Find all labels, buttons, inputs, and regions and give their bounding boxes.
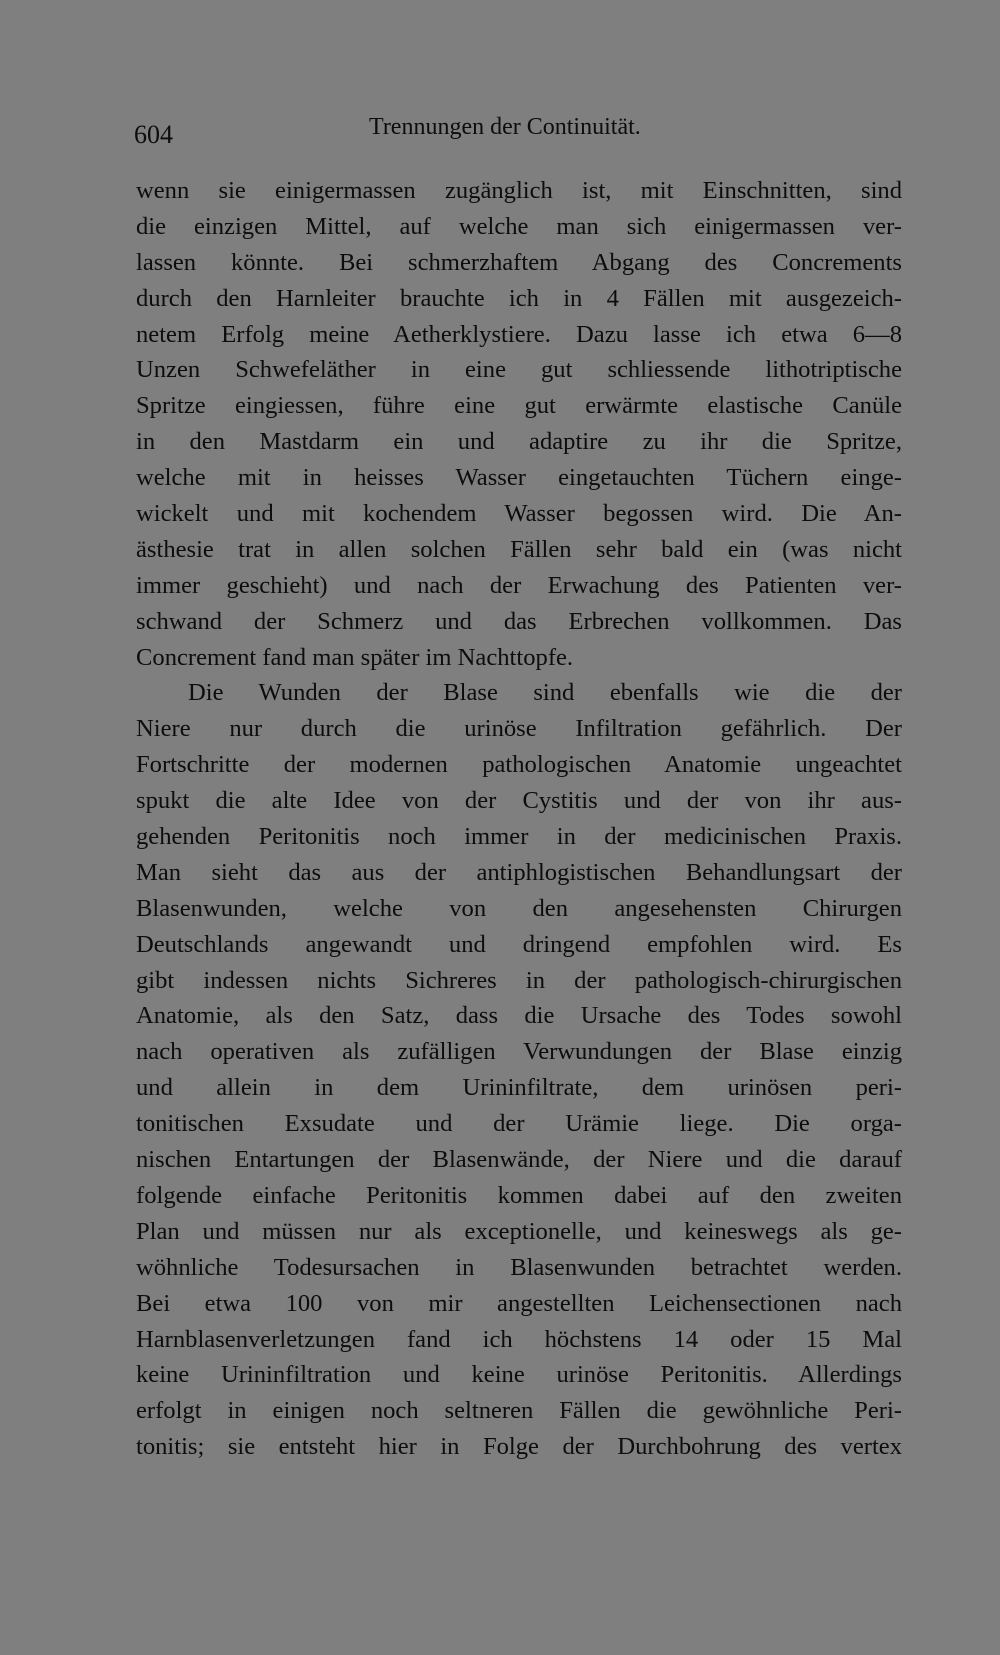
text-line: wöhnliche Todesursachen in Blasenwunden betrachtet werden. <box>136 1253 902 1281</box>
text-line: folgende einfache Peritonitis kommen dabei auf den zweiten <box>136 1181 902 1209</box>
text-line: gehenden Peritonitis noch immer in der medicinischen Praxis. <box>136 823 902 851</box>
text-line: Die Wunden der Blase sind ebenfalls wie die der <box>188 679 902 707</box>
text-line: immer geschieht) und nach der Erwachung des Patienten ver- <box>136 571 902 599</box>
text-line: Deutschlands angewandt und dringend empfohlen wird. Es <box>136 930 902 958</box>
body-text <box>136 173 902 1465</box>
text-line: gibt indessen nichts Sichreres in der pathologisch-chirurgischen <box>136 966 902 994</box>
text-line: und allein in dem Urininfiltrate, dem urinösen peri- <box>136 1074 902 1102</box>
text-line: die einzigen Mittel, auf welche man sich einigermassen ver- <box>136 212 902 240</box>
text-line: wenn sie einigermassen zugänglich ist, mit Einschnitten, sind <box>136 177 902 204</box>
text-line: tonitischen Exsudate und der Urämie liege. Die orga- <box>136 1110 902 1138</box>
page-number: 604 <box>134 120 173 149</box>
text-line: keine Urininfiltration und keine urinöse Peritonitis. Allerdings <box>136 1361 902 1389</box>
text-line: durch den Harnleiter brauchte ich in 4 Fällen mit ausgezeich- <box>136 284 902 312</box>
text-line: tonitis; sie entsteht hier in Folge der Durchbohrung des vertex <box>136 1433 902 1461</box>
text-line: Man sieht das aus der antiphlogistischen Behandlungsart der <box>136 858 902 886</box>
text-line: erfolgt in einigen noch seltneren Fällen die gewöhnliche Peri- <box>136 1397 902 1425</box>
text-line: Concrement fand man später im Nachttopfe. <box>136 643 574 671</box>
text-line: ästhesie trat in allen solchen Fällen sehr bald ein (was nicht <box>136 535 902 563</box>
text-line: netem Erfolg meine Aetherklystiere. Dazu lasse ich etwa 6—8 <box>136 320 902 348</box>
text-line: nach operativen als zufälligen Verwundungen der Blase einzig <box>136 1038 902 1066</box>
text-line: Fortschritte der modernen pathologischen Anatomie ungeachtet <box>136 751 902 779</box>
text-line: Unzen Schwefeläther in eine gut schliessende lithotriptische <box>136 356 902 384</box>
text-line: welche mit in heisses Wasser eingetauchten Tüchern einge- <box>136 464 902 492</box>
text-line: Bei etwa 100 von mir angestellten Leichensectionen nach <box>136 1289 902 1317</box>
text-line: lassen könnte. Bei schmerzhaftem Abgang des Concrements <box>136 248 902 276</box>
text-line: Blasenwunden, welche von den angesehensten Chirurgen <box>136 894 902 922</box>
text-line: nischen Entartungen der Blasenwände, der Niere und die darauf <box>136 1146 902 1174</box>
text-line: Spritze eingiessen, führe eine gut erwärmte elastische Canüle <box>136 392 902 420</box>
page-header <box>134 112 904 149</box>
text-line: in den Mastdarm ein und adaptire zu ihr die Spritze, <box>136 428 902 456</box>
text-line: spukt die alte Idee von der Cystitis und der von ihr aus- <box>136 787 902 815</box>
text-line: schwand der Schmerz und das Erbrechen vollkommen. Das <box>136 607 902 635</box>
text-line: Anatomie, als den Satz, dass die Ursache des Todes sowohl <box>136 1002 902 1030</box>
running-title: Trennungen der Continuität. <box>369 114 641 140</box>
text-line: Niere nur durch die urinöse Infiltration gefährlich. Der <box>136 715 902 743</box>
text-line: Harnblasenverletzungen fand ich höchstens 14 oder 15 Mal <box>136 1325 902 1353</box>
text-line: Plan und müssen nur als exceptionelle, und keineswegs als ge- <box>136 1217 902 1245</box>
text-line: wickelt und mit kochendem Wasser begossen wird. Die An- <box>136 500 902 528</box>
